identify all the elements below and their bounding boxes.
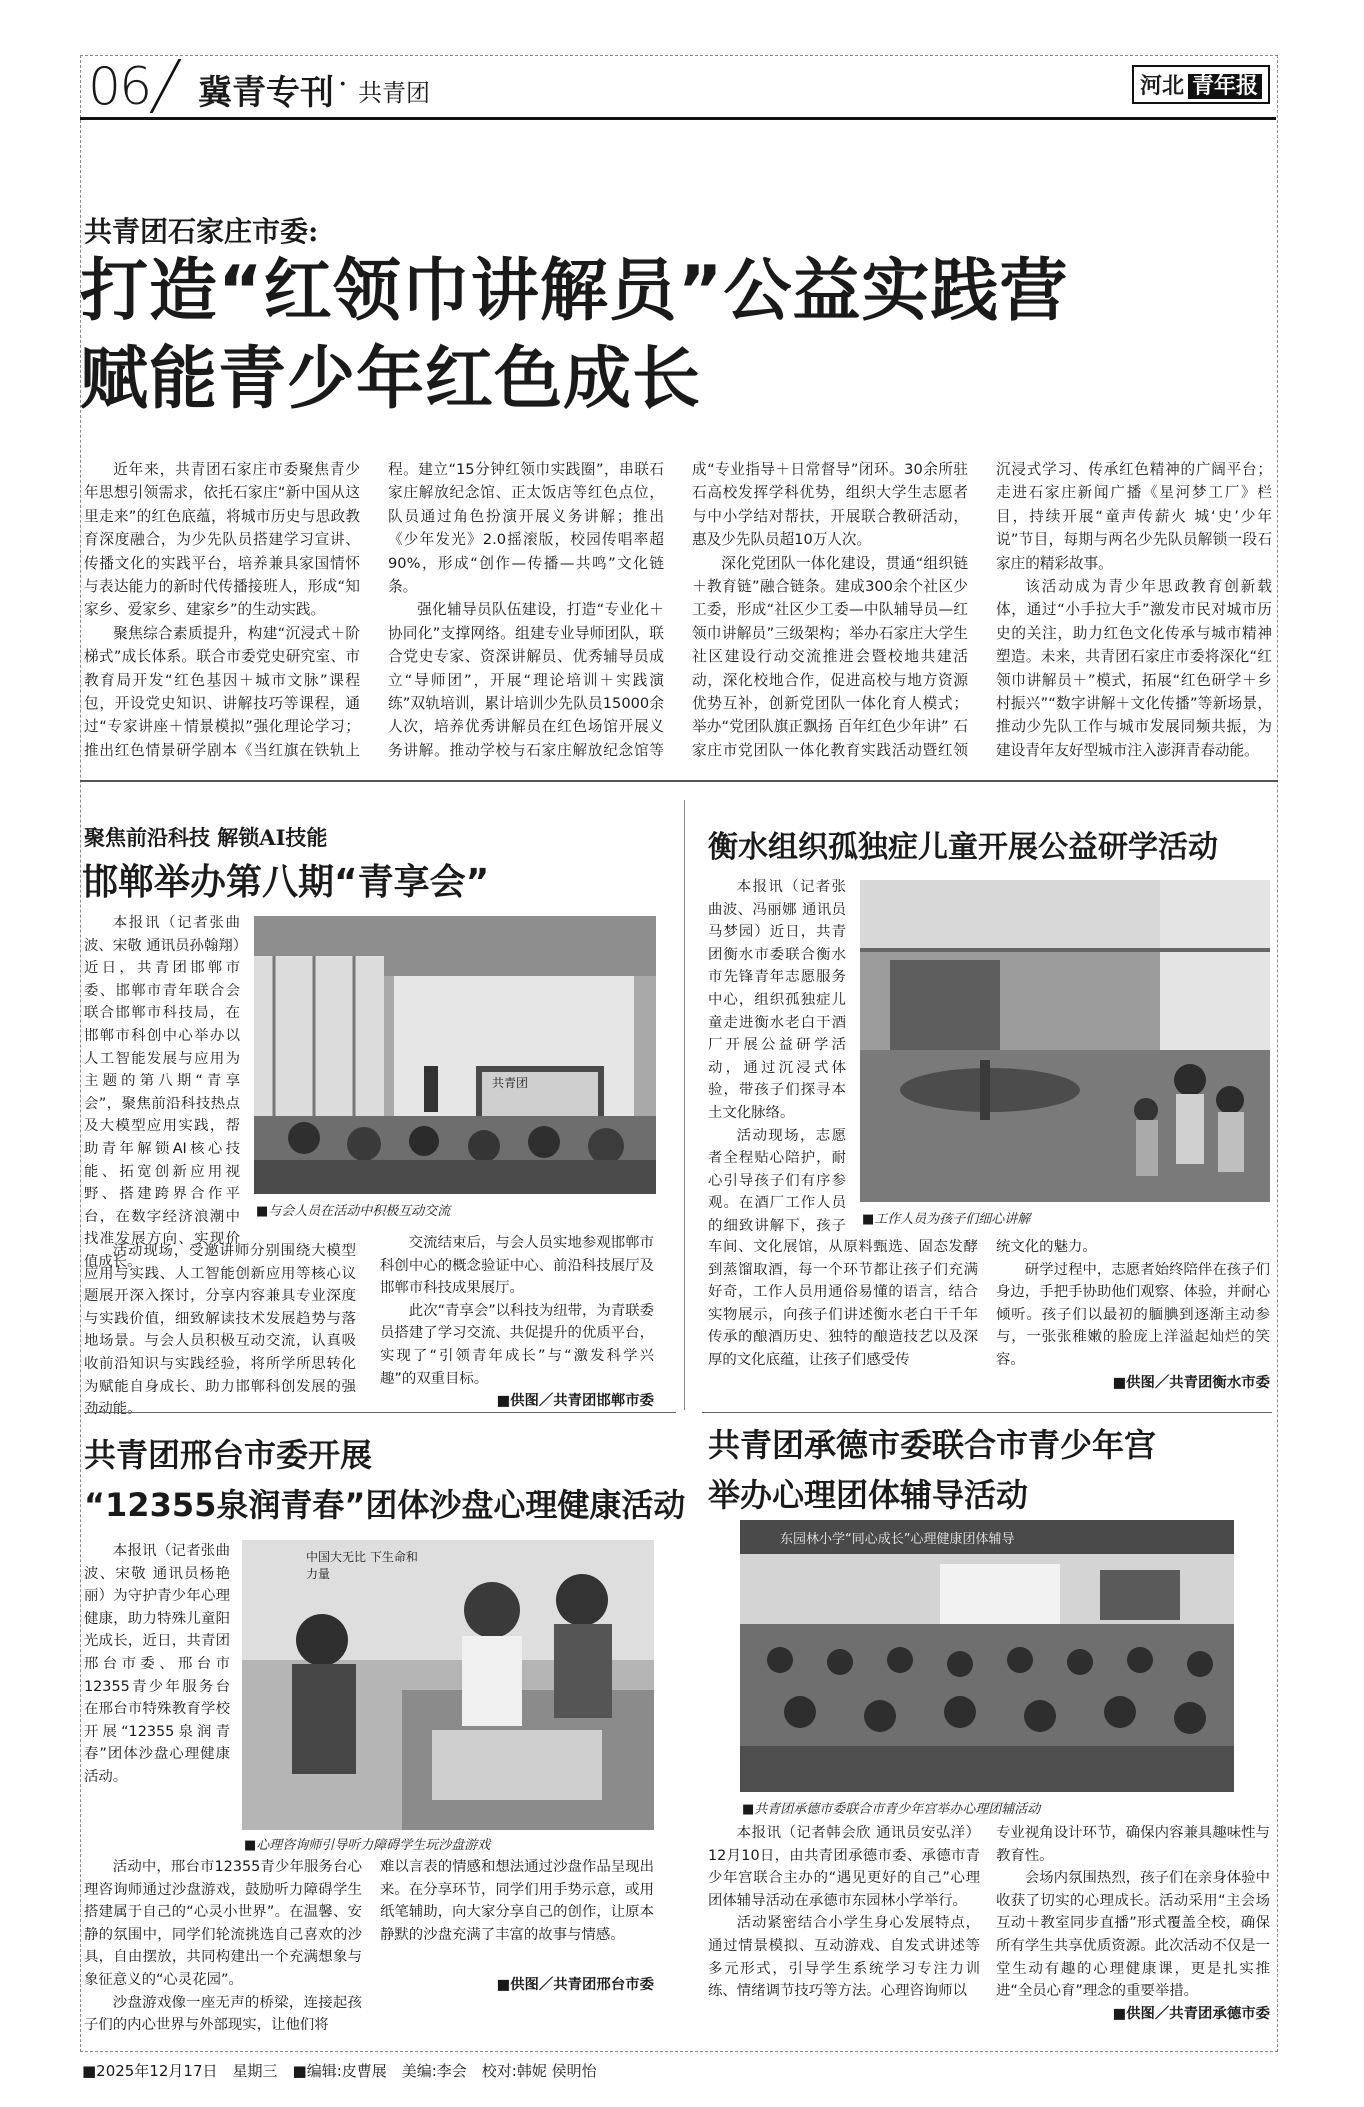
masthead-slash (150, 59, 182, 113)
xingtai-headline (84, 1430, 685, 1530)
lead-column-3 (692, 458, 968, 760)
hengshui-paragraph: 活动现场，志愿者全程贴心陪护，耐心引导孩子们有序参观。在酒厂工作人员的细致讲解下，孩子 (708, 1127, 846, 1234)
handan-photo-illustration (254, 916, 656, 1194)
xingtai-paragraph: 难以言表的情感和想法通过沙盘作品呈现出来。在分享环节，同学们用手势示意，或用纸笔辅助，向大家分享自己的创作，让原本静默的沙盘充满了丰富的故事与情感。 (380, 1859, 654, 1943)
hengshui-body-wide (708, 1236, 978, 1402)
lead-paragraph: 深化党团队一体化建设，贯通“组织链＋教育链”融合链条。建成300余个社区少工委，形成“社区少工委—中队辅导员—红领巾讲解员”三级架构；举办石家庄大学生社区建设行动交流推进会暨校地共建活动，深化校地合作，促进高校与地方资源优势互补，创新党团队一体化育人模式；举办“党团队旗正飘扬 百年红色少年讲” 石家庄市党团队一体化教育实践活动暨红领 (692, 554, 968, 759)
chengde-photo (740, 1520, 1234, 1792)
chengde-headline-line2: 举办心理团体辅导活动 (708, 1476, 1029, 1514)
paper-logo-b: 青年报 (1188, 74, 1262, 99)
xingtai-photo (242, 1540, 654, 1830)
handan-caption: ■与会人员在活动中积极互动交流 (256, 1204, 451, 1219)
lead-paragraph: 成“专业指导＋日常督导”闭环。30余所驻石高校发挥学科优势，组织大学生志愿者与中小学结对帮扶，开展联合教研活动，惠及少先队员超10万人次。 (692, 461, 968, 549)
xingtai-headline-line2: “12355泉润青春”团体沙盘心理健康活动 (84, 1486, 686, 1524)
section-divider (80, 780, 1278, 782)
handan-photo (254, 916, 656, 1194)
xingtai-photo-illustration (242, 1540, 654, 1830)
lead-paragraph: 聚焦综合素质提升，构建“沉浸式＋阶梯式”成长体系。联合市委党史研究室、市教育局开发“红色基因＋城市文脉”课程包，开设党史知识、讲解技巧等课程，通过“专家讲座＋情景模拟”强化理论学习；推出红色情景研学剧本《当红旗在铁轨上 (84, 624, 360, 759)
paper-logo-a: 河北 (1139, 74, 1184, 99)
chengde-source: ■供图／共青团承德市委 (1112, 2005, 1270, 2022)
chengde-caption: ■共青团承德市委联合市青少年宫举办心理团辅活动 (742, 1802, 1041, 1817)
hengshui-paragraph: 本报讯（记者张曲波、冯丽娜 通讯员马梦园）近日，共青团衡水市委联合衡水市先锋青年志愿服务中心，组织孤独症儿童走进衡水老白干酒厂开展公益研学活动，通过沉浸式体验，带孩子们探寻本土文化脉络。 (708, 879, 846, 1121)
hengshui-body-narrow (708, 876, 846, 1238)
section-subname: 共青团 (358, 79, 430, 107)
handan-paragraph: 活动现场，受邀讲师分别围绕大模型应用与实践、人工智能创新应用等核心议题展开深入探讨，分享内容兼具专业深度与实践价值，细致解读技术发展趋势与落地场景。与会人员积极互动交流，认真吸收前沿知识与实践经验，将所学所思转化为赋能自身成长、助力邯郸科创发展的强劲动能。 (84, 1243, 356, 1418)
chengde-headline (708, 1420, 1156, 1520)
lead-column-1 (84, 458, 360, 760)
hengshui-paragraph: 统文化的魅力。 (996, 1239, 1097, 1255)
hengshui-paragraph: 研学过程中，志愿者始终陪伴在孩子们身边，手把手协助他们观察、体验，并耐心倾听。孩子们以最初的腼腆到逐渐主动参与，一张张稚嫩的脸庞上洋溢起灿烂的笑容。 (996, 1261, 1270, 1368)
hengshui-paragraph: 车间、文化展馆，从原料甄选、固态发酵到蒸馏取酒，每一个环节都让孩子们充满好奇，工作人员用通俗易懂的语言，结合实物展示，向孩子们讲述衡水老白干千年传承的酿酒历史、独特的酿造技艺以及深厚的文化底蕴，让孩子们感受传 (708, 1239, 978, 1368)
hengshui-caption: ■工作人员为孩子们细心讲解 (862, 1212, 1031, 1227)
xingtai-source: ■供图／共青团邢台市委 (496, 1977, 654, 1994)
section-name: 冀青专刊 (198, 73, 334, 113)
xingtai-paragraph: 沙盘游戏像一座无声的桥梁，连接起孩子们的内心世界与外部现实，让他们将 (84, 1994, 362, 2034)
chengde-headline-line1: 共青团承德市委联合市青少年宫 (708, 1426, 1157, 1464)
chengde-paragraph: 专业视角设计环节，确保内容兼具趣味性与教育性。 (996, 1825, 1270, 1864)
lead-body (84, 458, 1272, 760)
xingtai-body-narrow (84, 1540, 230, 1812)
lead-headline-line1: 打造“红领巾讲解员”公益实践营 (80, 252, 1069, 331)
lead-paragraph: 沉浸式学习、传承红色精神的广阔平台；走进石家庄新闻广播《星河梦工厂》栏目，持续开展“童声传薪火 城‘史’少年说”节目，每期与两名少先队员解锁一段石家庄的精彩故事。 (996, 461, 1272, 572)
paper-logo (1132, 65, 1270, 104)
chengde-body-right (996, 1822, 1270, 2042)
section-separator: · (338, 67, 348, 102)
lead-paragraph: 该活动成为青少年思政教育创新载体，通过“小手拉大手”激发市民对城市历史的关注，助力红色文化传承与城市精神塑造。未来，共青团石家庄市委将深化“红领巾讲解员＋”模式，拓展“红色研学＋乡村振兴”“数字讲解＋文化传播”等新场景，推动少先队工作与城市发展同频共振，为建设青年友好型城市注入澎湃青春动能。 (996, 578, 1272, 759)
column-divider (684, 800, 685, 1410)
masthead (80, 55, 1276, 120)
handan-paragraph: 交流结束后，与会人员实地参观邯郸市科创中心的概念验证中心、前沿科技展厅及邯郸市科技成果展厅。 (380, 1235, 654, 1297)
lead-column-4 (996, 458, 1272, 760)
chengde-paragraph: 会场内氛围热烈，孩子们在亲身体验中收获了切实的心理成长。活动采用“主会场互动＋教室同步直播”形式覆盖全校，确保所有学生共享优质资源。此次活动不仅是一堂生动有趣的心理健康课，更是扎实推进“全员心育”理念的重要举措。 (996, 1870, 1270, 2000)
handan-body-left (84, 1240, 356, 1426)
xingtai-paragraph: 本报讯（记者张曲波、宋敬 通讯员杨艳丽）为守护青少年心理健康，助力特殊儿童阳光成长，近日，共青团邢台市委、邢台市12355青少年服务台在邢台市特殊教育学校开展“12355泉润青春”团体沙盘心理健康活动。 (84, 1543, 230, 1785)
chengde-body-left (708, 1822, 980, 2042)
lead-paragraph: 程。建立“15分钟红领巾实践圈”，串联石家庄解放纪念馆、正太饭店等红色点位，队员通过角色扮演开展义务讲解；推出《少年发光》2.0摇滚版，校园传唱率超90%，形成“创作—传播—共鸣”文化链条。 (388, 461, 664, 596)
xingtai-caption: ■心理咨询师引导听力障碍学生玩沙盘游戏 (244, 1838, 491, 1853)
handan-paragraph: 本报讯（记者张曲波、宋敬 通讯员孙翰翔）近日，共青团邯郸市委、邯郸市青年联合会联合邯郸市科技局，在邯郸市科创中心举办以人工智能发展与应用为主题的第八期“青享会”，聚焦前沿科技热点及大模型应用实践，帮助青年解锁AI核心技能、拓宽创新应用视野、搭建跨界合作平台，在数字经济浪潮中找准发展方向、实现价值成长。 (84, 915, 240, 1270)
xingtai-wall-text: 中国大无比 下生命和力量 (306, 1550, 418, 1581)
lead-headline-line2: 赋能青少年红色成长 (80, 340, 702, 419)
lead-paragraph: 强化辅导员队伍建设，打造“专业化＋协同化”支撑网络。组建专业导师团队，联合党史专家、资深讲解员、优秀辅导员成立“导师团”，开展“理论培训＋实践演练”双轨培训，累计培训少先队员15000余人次，培养优秀讲解员在红色场馆开展义务讲解。推动学校与石家庄解放纪念馆等 (388, 601, 664, 759)
lead-headline (80, 248, 1276, 424)
handan-screen-text: 共青团 (492, 1076, 529, 1090)
page-number: 06 (88, 57, 151, 117)
xingtai-body-right (380, 1856, 654, 2036)
lead-column-2 (388, 458, 664, 760)
divider-right (702, 1412, 1272, 1413)
hengshui-headline: 衡水组织孤独症儿童开展公益研学活动 (708, 830, 1218, 865)
handan-source: ■供图／共青团邯郸市委 (496, 1393, 654, 1410)
chengde-paragraph: 本报讯（记者韩会欣 通讯员安弘洋）12月10日，由共青团承德市委、承德市青少年宫联合主办的“遇见更好的自己”心理团体辅导活动在承德市东园林小学举行。 (708, 1825, 980, 1909)
handan-headline: 邯郸举办第八期“青享会” (82, 862, 490, 903)
handan-paragraph: 此次“青享会”以科技为纽带，为青联委员搭建了学习交流、共促提升的优质平台，实现了“引领青年成长”与“激发科学兴趣”的双重目标。 (380, 1302, 654, 1387)
hengshui-body-right (996, 1236, 1270, 1402)
handan-body-right (380, 1232, 654, 1456)
chengde-photo-illustration (740, 1520, 1234, 1792)
chengde-banner-text: 东园林小学“同心成长”心理健康团体辅导 (780, 1532, 1015, 1547)
xingtai-paragraph: 活动中，邢台市12355青少年服务台心理咨询师通过沙盘游戏，鼓励听力障碍学生搭建属于自己的“心灵小世界”。在温馨、安静的氛围中，同学们轮流挑选自己喜欢的沙具，自由摆放，共同构建出一个充满想象与象征意义的“心灵花园”。 (84, 1859, 362, 1988)
hengshui-photo (860, 880, 1270, 1202)
xingtai-body-left (84, 1856, 362, 2046)
hengshui-photo-illustration (860, 880, 1270, 1202)
page-footer: ■2025年12月17日 星期三 ■编辑:皮曹展 美编:李会 校对:韩妮 侯明怡 (82, 2062, 597, 2080)
handan-kicker: 聚焦前沿科技 解锁AI技能 (84, 825, 328, 850)
xingtai-headline-line1: 共青团邢台市委开展 (84, 1436, 373, 1474)
lead-kicker: 共青团石家庄市委: (84, 215, 319, 248)
divider-left (84, 1412, 676, 1413)
hengshui-source: ■供图／共青团衡水市委 (1112, 1374, 1270, 1391)
lead-paragraph: 近年来，共青团石家庄市委聚焦青少年思想引领需求，依托石家庄“新中国从这里走来”的红色底蕴，将城市历史与思政教育深度融合，为少先队员搭建学习宣讲、传播文化的实践平台，培养兼具家国情怀与表达能力的新时代传播接班人，形成“知家乡、爱家乡、建家乡”的生动实践。 (84, 461, 360, 619)
chengde-paragraph: 活动紧密结合小学生身心发展特点，通过情景模拟、互动游戏、自发式讲述等多元形式，引导学生系统学习专注力训练、情绪调节技巧等方法。心理咨询师以 (708, 1915, 980, 2000)
